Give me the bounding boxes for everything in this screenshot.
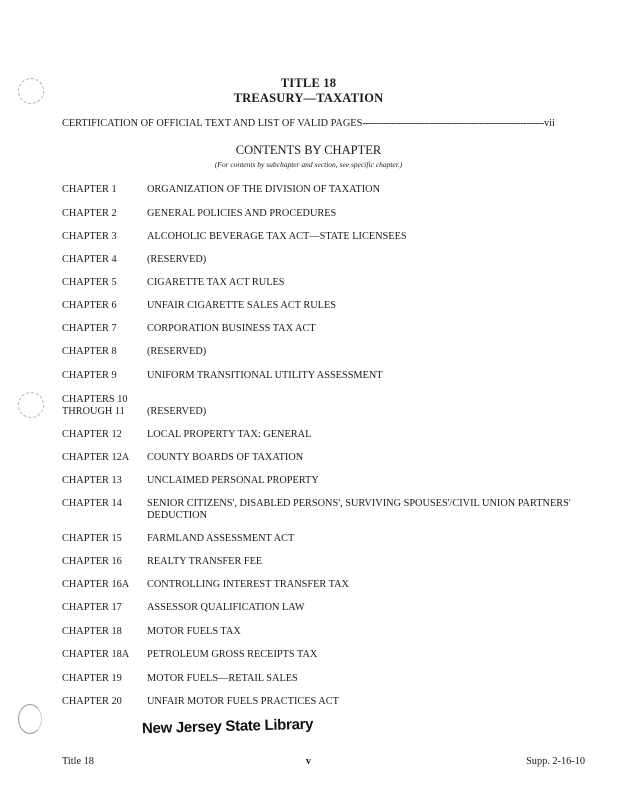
chapter-number: CHAPTER 12A [62,452,130,463]
chapter-number: CHAPTER 16A [62,579,130,590]
chapter-title: (RESERVED) [147,346,207,357]
chapter-title: REALTY TRANSFER FEE [147,556,263,567]
certification-page: vii [543,118,555,129]
chapter-number: CHAPTER 6 [62,300,117,311]
chapter-title: COUNTY BOARDS OF TAXATION [147,452,304,463]
chapter-title: SENIOR CITIZENS', DISABLED PERSONS', SURVIVING SPOUSES'/CIVIL UNION PARTNERS' DEDUCTION [147,498,571,521]
chapter-number: CHAPTER 19 [62,673,122,684]
chapter-title: CORPORATION BUSINESS TAX ACT [147,323,316,334]
chapter-title: (RESERVED) [147,406,207,417]
chapter-number: CHAPTER 3 [62,231,117,242]
chapter-number: CHAPTER 20 [62,696,122,707]
chapter-title: (RESERVED) [147,254,207,265]
chapter-title: MOTOR FUELS TAX [147,626,241,637]
chapter-number: CHAPTER 14 [62,498,122,509]
chapter-title: UNCLAIMED PERSONAL PROPERTY [147,475,319,486]
chapter-number: CHAPTER 4 [62,254,117,265]
library-stamp: New Jersey State Library [141,715,314,738]
chapter-title: ASSESSOR QUALIFICATION LAW [147,602,305,613]
chapter-number: CHAPTER 2 [62,208,117,219]
chapter-title: UNFAIR CIGARETTE SALES ACT RULES [147,300,336,311]
chapter-title: UNIFORM TRANSITIONAL UTILITY ASSESSMENT [147,370,383,381]
chapter-title: LOCAL PROPERTY TAX: GENERAL [147,429,312,440]
chapter-number: CHAPTER 9 [62,370,117,381]
footer-supplement: Supp. 2-16-10 [526,756,585,767]
footer-title: Title 18 [62,756,94,767]
page-title: TITLE 18 [280,76,337,90]
chapter-title: CONTROLLING INTEREST TRANSFER TAX [147,579,349,590]
punch-hole-icon [18,704,42,734]
chapter-number: CHAPTER 18 [62,626,122,637]
certification-line [62,118,582,129]
chapter-title: ORGANIZATION OF THE DIVISION OF TAXATION [147,184,381,195]
chapter-title: CIGARETTE TAX ACT RULES [147,277,285,288]
chapter-number: CHAPTER 18A [62,649,130,660]
chapter-number: CHAPTER 13 [62,475,122,486]
chapter-number: CHAPTER 7 [62,323,117,334]
footer-page-number: v [305,756,312,767]
chapter-number: CHAPTER 5 [62,277,117,288]
contents-note: (For contents by subchapter and section, see specific chapter.) [214,160,403,169]
chapter-number: CHAPTER 1 [62,184,117,195]
chapter-number: CHAPTERS 10 THROUGH 11 [62,394,128,417]
chapter-title: MOTOR FUELS—RETAIL SALES [147,673,298,684]
certification-leader: -------------------------------------------------------------- [362,118,544,129]
chapter-number: CHAPTER 16 [62,556,122,567]
contents-heading: CONTENTS BY CHAPTER [235,143,382,157]
certification-text: CERTIFICATION OF OFFICIAL TEXT AND LIST OF VALID PAGES [62,118,363,129]
chapter-number: CHAPTER 17 [62,602,122,613]
page-subtitle: TREASURY—TAXATION [233,91,384,105]
chapter-title: GENERAL POLICIES AND PROCEDURES [147,208,337,219]
chapter-number: CHAPTER 15 [62,533,122,544]
chapter-number: CHAPTER 8 [62,346,117,357]
chapter-title: PETROLEUM GROSS RECEIPTS TAX [147,649,318,660]
chapter-number: CHAPTER 12 [62,429,122,440]
punch-hole-icon [18,392,44,418]
chapter-title: FARMLAND ASSESSMENT ACT [147,533,295,544]
chapter-title: ALCOHOLIC BEVERAGE TAX ACT—STATE LICENSEES [147,231,407,242]
chapter-title: UNFAIR MOTOR FUELS PRACTICES ACT [147,696,339,707]
